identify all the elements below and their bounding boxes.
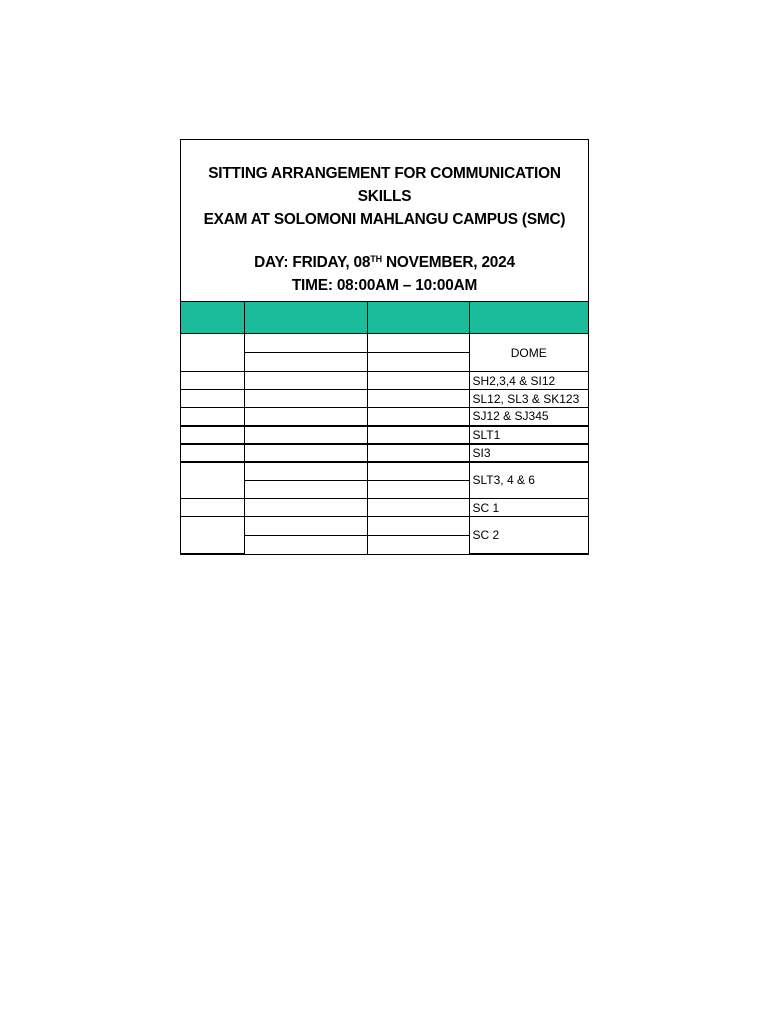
venue-cell: SI3 bbox=[469, 444, 588, 462]
venue-cell: SJ12 & SJ345 bbox=[469, 408, 588, 426]
table-row bbox=[181, 499, 588, 517]
table-row bbox=[181, 408, 588, 426]
table-cell bbox=[367, 372, 469, 390]
table-cell bbox=[244, 426, 367, 444]
venue-cell: SC 1 bbox=[469, 499, 588, 517]
table-cell bbox=[181, 426, 244, 444]
table-cell bbox=[244, 535, 367, 554]
day-line bbox=[181, 251, 588, 274]
title-line-2: EXAM AT SOLOMONI MAHLANGU CAMPUS (SMC) bbox=[203, 211, 566, 228]
table-cell bbox=[181, 444, 244, 462]
table-cell bbox=[181, 390, 244, 408]
table-row bbox=[181, 517, 588, 536]
table-cell bbox=[367, 462, 469, 481]
table-cell bbox=[244, 499, 367, 517]
table-cell bbox=[367, 480, 469, 499]
table-cell bbox=[367, 390, 469, 408]
table-cell bbox=[244, 480, 367, 499]
header-cell bbox=[469, 302, 588, 334]
venue-cell: SLT1 bbox=[469, 426, 588, 444]
day-superscript: TH bbox=[370, 254, 382, 264]
table-cell bbox=[367, 334, 469, 353]
table-row bbox=[181, 334, 588, 353]
venue-cell: DOME bbox=[469, 334, 588, 372]
table-cell bbox=[367, 517, 469, 536]
table-cell bbox=[181, 408, 244, 426]
table-cell bbox=[244, 353, 367, 372]
time-line: TIME: 08:00AM – 10:00AM bbox=[291, 277, 478, 294]
sheet-header bbox=[181, 140, 588, 301]
venue-cell: SLT3, 4 & 6 bbox=[469, 462, 588, 499]
table-cell bbox=[367, 444, 469, 462]
title-line-1: SITTING ARRANGEMENT FOR COMMUNICATION SKILLS bbox=[208, 165, 561, 205]
table-cell bbox=[244, 517, 367, 536]
table-cell bbox=[367, 426, 469, 444]
venue-cell: SC 2 bbox=[469, 517, 588, 554]
venue-cell: SH2,3,4 & SI12 bbox=[469, 372, 588, 390]
table-cell bbox=[181, 517, 244, 554]
table-cell bbox=[244, 462, 367, 481]
day-prefix: DAY: FRIDAY, 08 bbox=[254, 254, 371, 271]
table-cell bbox=[367, 535, 469, 554]
table-cell bbox=[367, 353, 469, 372]
seating-table bbox=[181, 301, 588, 554]
header-cell bbox=[367, 302, 469, 334]
venue-cell: SL12, SL3 & SK123 bbox=[469, 390, 588, 408]
table-row bbox=[181, 372, 588, 390]
table-cell bbox=[244, 390, 367, 408]
header-cell bbox=[244, 302, 367, 334]
table-row bbox=[181, 462, 588, 481]
table-cell bbox=[244, 334, 367, 353]
table-row bbox=[181, 390, 588, 408]
table-cell bbox=[367, 499, 469, 517]
seating-sheet bbox=[180, 139, 589, 555]
table-cell bbox=[181, 462, 244, 499]
table-cell bbox=[181, 372, 244, 390]
day-suffix: NOVEMBER, 2024 bbox=[381, 254, 515, 271]
table-row bbox=[181, 426, 588, 444]
table-cell bbox=[181, 334, 244, 372]
table-header-row bbox=[181, 302, 588, 334]
table-cell bbox=[181, 499, 244, 517]
table-cell bbox=[244, 372, 367, 390]
table-cell bbox=[244, 444, 367, 462]
header-cell bbox=[181, 302, 244, 334]
table-row bbox=[181, 444, 588, 462]
table-cell bbox=[244, 408, 367, 426]
table-cell bbox=[367, 408, 469, 426]
